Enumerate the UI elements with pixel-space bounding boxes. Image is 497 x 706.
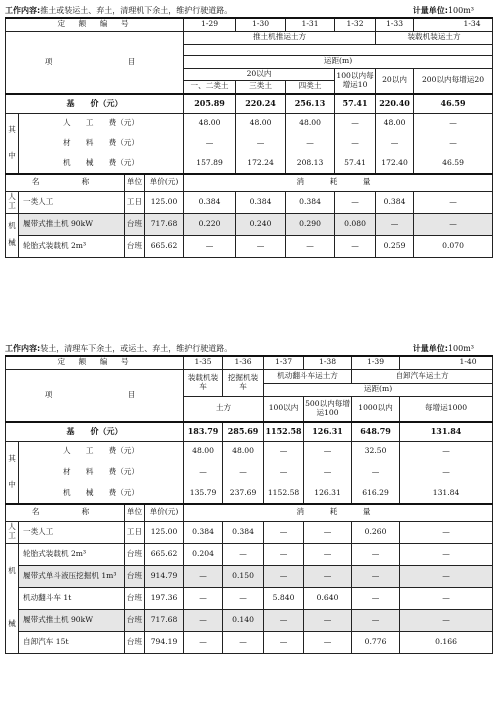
material-cost-row: 材 料 费（元） — — — — — —	[6, 462, 493, 483]
table-row: 履带式单斗液压挖掘机 1m³ 台班 914.79 — 0.150 — — — —	[6, 565, 493, 587]
item-header: 项 目	[6, 31, 184, 94]
quota-table-2: 定 额 编 号 1-35 1-36 1-37 1-38 1-39 1-40 项 目 装载机装 车 挖掘机装 车 机动翻斗车运土方 自卸汽车运土方 运距(m) 土方 100以内 500以内每增运100 1000以内 每增运1000 基 价（元） 183.79 285.69 1152.58 126.31 648.79 131.84 其 中 人 工 费（元） 48.00 48.00 — — 32.50 — 材 料 费（元） — — — — — — 机 械 费（元） 135.79 237.69 1152.58 126.31 616.29 131.84 名 称 单位 单价(元) 消 耗 量 人工 一类人工 工日 125.00 0.384 0.384 — — 0.260 — 机 械 轮胎式装载机 2m³ 台班 665.62 0.204 — — — — — 履带式单斗液压挖掘机 1m³ 台班 914.79 — 0.150 — — — — 机动翻斗车 1t 台班 197.36 — — 5.840 0.640 — — 履带式推土机 90kW 台班 717.68 — 0.140 — — — — 自卸汽车 15t 台班 794.19 — — — — 0.776 0.166	[5, 355, 493, 654]
machine-cost-row: 机 械 费（元） 157.89 172.24 208.13 57.41 172.40 46.59	[6, 153, 493, 174]
item-header: 项 目	[6, 369, 184, 422]
work-content: 工作内容:推土或装运土、弃土，清理机下余土，维护行驶道路。	[5, 6, 233, 15]
work-content: 工作内容:装土，清理车下余土，或运土、弃土，维护行驶道路。	[5, 344, 233, 353]
group-excavator: 挖掘机装 车	[223, 369, 264, 396]
measure-unit: 计量单位:100m³	[412, 344, 474, 353]
section-header	[5, 341, 492, 355]
labor-cost-row: 其 中 人 工 费（元） 48.00 48.00 48.00 — 48.00 —	[6, 113, 493, 133]
table-row: 机 械 履带式推土机 90kW 台班 717.68 0.220 0.240 0.290 0.080 — —	[6, 213, 493, 235]
group-bulldozer: 推土机推运土方	[184, 31, 376, 44]
distance-label: 运距(m)	[264, 383, 493, 396]
quota-section-2	[5, 341, 492, 654]
base-price-row: 基 价（元） 183.79 285.69 1152.58 126.31 648.79 131.84	[6, 422, 493, 441]
table-row: 人工 一类人工 工日 125.00 0.384 0.384 0.384 — 0.384 —	[6, 191, 493, 213]
code-row: 定 额 编 号 1-35 1-36 1-37 1-38 1-39 1-40	[6, 356, 493, 369]
labor-cost-row: 其 中 人 工 费（元） 48.00 48.00 — — 32.50 —	[6, 441, 493, 462]
table-row: 轮胎式装载机 2m³ 台班 665.62 — — — — 0.259 0.070	[6, 235, 493, 257]
consumption-header: 名 称 单位 单价(元) 消 耗 量	[6, 504, 493, 521]
table-row: 自卸汽车 15t 台班 794.19 — — — — 0.776 0.166	[6, 631, 493, 653]
distance-label: 运距(m)	[184, 55, 493, 68]
code-row: 定 额 编 号 1-29 1-30 1-31 1-32 1-33 1-34	[6, 18, 493, 31]
material-cost-row: 材 料 费（元） — — — — — —	[6, 133, 493, 153]
base-price-row: 基 价（元） 205.89 220.24 256.13 57.41 220.40 46.59	[6, 94, 493, 113]
quota-section-1	[5, 3, 492, 258]
quota-table-1: 定 额 编 号 1-29 1-30 1-31 1-32 1-33 1-34 项 目 推土机推运土方 装载机装运土方 运距(m) 20以内 100以内每增运10 20以内 200以内每增运20 一、二类土 三类土 四类土 基 价（元） 205.89 220.24 256.13 57.41 220.40 46.59 其 中 人 工 费（元） 48.00 48.00 48.00 — 48.00 — 材 料 费（元） — — — — — — 机 械 费（元） 157.89 172.24 208.13 57.41 172.40 46.59 名 称 单位 单价(元) 消 耗 量 人工 一类人工 工日 125.00 0.384 0.384 0.384 — 0.384 — 机 械 履带式推土机 90kW 台班 717.68 0.220 0.240 0.290 0.080 — — 轮胎式装载机 2m³ 台班 665.62 — — — — 0.259 0.070	[5, 17, 493, 258]
table-row: 履带式推土机 90kW 台班 717.68 — 0.140 — — — —	[6, 609, 493, 631]
measure-unit: 计量单位:100m³	[412, 6, 474, 15]
table-row: 机动翻斗车 1t 台班 197.36 — — 5.840 0.640 — —	[6, 587, 493, 609]
group-truck: 自卸汽车运土方	[352, 369, 493, 383]
table-row: 人工 一类人工 工日 125.00 0.384 0.384 — — 0.260 —	[6, 521, 493, 543]
consumption-header: 名 称 单位 单价(元) 消 耗 量	[6, 174, 493, 191]
group-loader: 装载机装运土方	[376, 31, 493, 44]
table-row: 机 械 轮胎式装载机 2m³ 台班 665.62 0.204 — — — — —	[6, 543, 493, 565]
group-loader: 装载机装 车	[184, 369, 223, 396]
machine-cost-row: 机 械 费（元） 135.79 237.69 1152.58 126.31 616.29 131.84	[6, 483, 493, 504]
group-dumper: 机动翻斗车运土方	[264, 369, 352, 383]
section-header	[5, 3, 492, 17]
